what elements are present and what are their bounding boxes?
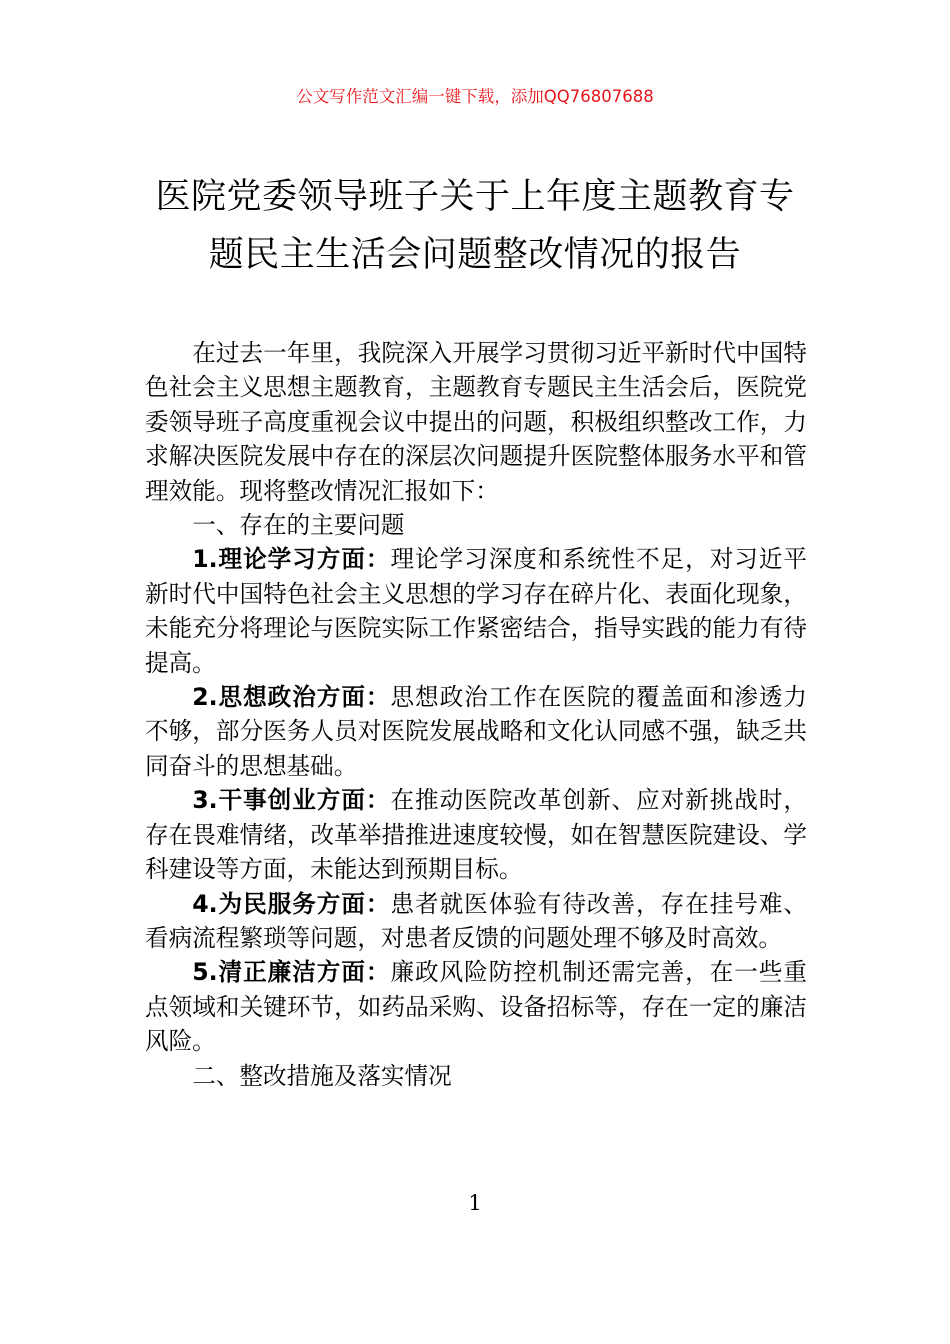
problem-item-service (145, 887, 807, 956)
section-heading-measures: 二、整改措施及落实情况 (192, 1061, 452, 1090)
problem-item-theory (145, 542, 807, 680)
problem-item-ideology (145, 680, 807, 783)
problem-item-enterprise (145, 783, 807, 886)
problem-lead: 3.干事创业方面： (192, 786, 391, 815)
problem-text: 理论学习深度和系统性不足，对习近平新时代中国特色社会主义思想的学习存在碎片化、表面化现象，未能充分将理论与医院实际工作紧密结合，指导实践的能力有待提高。 (145, 545, 807, 677)
problem-text: 在推动医院改革创新、应对新挑战时，存在畏难情绪，改革举措推进速度较慢，如在智慧医院建设、学科建设等方面，未能达到预期目标。 (145, 786, 807, 884)
document-title (145, 168, 805, 284)
header-banner: 公文写作范文汇编一键下载，添加QQ76807688 (296, 87, 654, 106)
problem-text: 思想政治工作在医院的覆盖面和渗透力不够，部分医务人员对医院发展战略和文化认同感不强，缺乏共同奋斗的思想基础。 (145, 683, 807, 780)
page-number: 1 (468, 1191, 482, 1215)
document-title-line-1: 医院党委领导班子关于上年度主题教育专 (155, 177, 795, 217)
problem-lead: 5.清正廉洁方面： (192, 958, 391, 987)
intro-paragraph: 在过去一年里，我院深入开展学习贯彻习近平新时代中国特色社会主义思想主题教育，主题教育专题民主生活会后，医院党委领导班子高度重视会议中提出的问题，积极组织整改工作，力求解决医院发展中存在的深层次问题提升医院整体服务水平和管理效能。现将整改情况汇报如下： (145, 339, 807, 505)
problem-text: 患者就医体验有待改善，存在挂号难、看病流程繁琐等问题，对患者反馈的问题处理不够及时高效。 (145, 889, 807, 952)
problem-text: 廉政风险防控机制还需完善，在一些重点领域和关键环节，如药品采购、设备招标等，存在一定的廉洁风险。 (145, 958, 807, 1056)
document-title-line-2: 题民主生活会问题整改情况的报告 (208, 235, 742, 275)
problem-item-integrity (145, 955, 807, 1058)
problem-lead: 2.思想政治方面： (192, 683, 391, 712)
problem-lead: 1.理论学习方面： (192, 545, 391, 574)
document-body (145, 336, 807, 1093)
section-heading-problems: 一、存在的主要问题 (192, 511, 405, 540)
problem-lead: 4.为民服务方面： (192, 889, 391, 918)
